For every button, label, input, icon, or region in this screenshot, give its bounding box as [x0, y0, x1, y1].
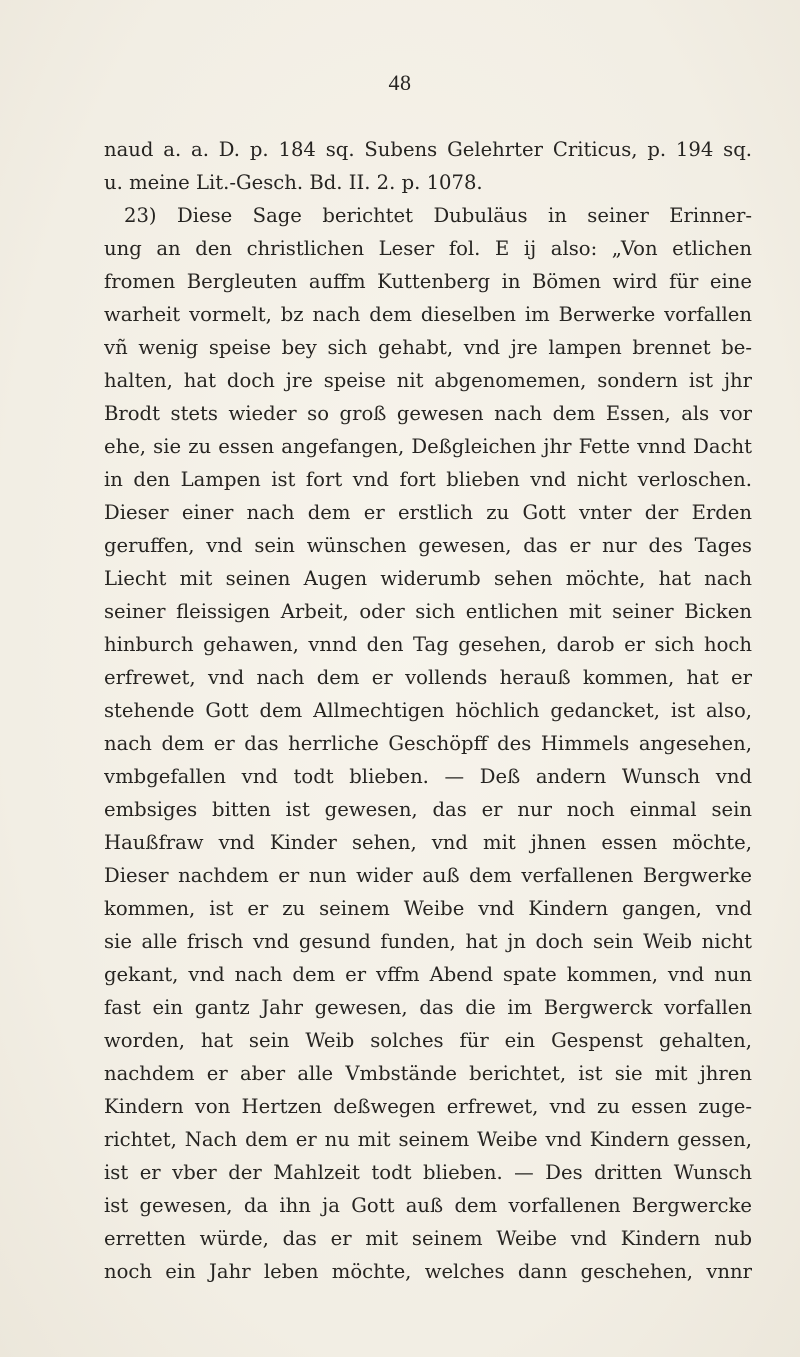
text-line: in den Lampen ist fort vnd fort blieben vnd nicht verloschen.: [104, 468, 752, 491]
text-line: geruffen, vnd sein wünschen gewesen, das er nur des Tages: [104, 534, 752, 557]
text-line: Brodt stets wieder so groß gewesen nach dem Essen, als vor: [104, 402, 752, 425]
text-line: Haußfraw vnd Kinder sehen, vnd mit jhnen essen möchte,: [104, 831, 752, 854]
text-line: halten, hat doch jre speise nit abgenomemen, sondern ist jhr: [104, 369, 752, 392]
text-line: Dieser einer nach dem er erstlich zu Gott vnter der Erden: [104, 501, 752, 524]
text-line: Liecht mit seinen Augen widerumb sehen möchte, hat nach: [104, 567, 752, 590]
text-line: hinburch gehawen, vnnd den Tag gesehen, darob er sich hoch: [104, 633, 752, 656]
text-line: kommen, ist er zu seinem Weibe vnd Kindern gangen, vnd: [104, 897, 752, 920]
text-line: stehende Gott dem Allmechtigen höchlich gedancket, ist also,: [104, 699, 752, 722]
text-line: embsiges bitten ist gewesen, das er nur noch einmal sein: [104, 798, 752, 821]
text-line: sie alle frisch vnd gesund funden, hat jn doch sein Weib nicht: [104, 930, 752, 953]
body-text: [104, 133, 752, 1288]
text-line: richtet, Nach dem er nu mit seinem Weibe vnd Kindern gessen,: [104, 1128, 752, 1151]
text-line: erretten würde, das er mit seinem Weibe vnd Kindern nub: [104, 1227, 752, 1250]
text-line: Dieser nachdem er nun wider auß dem verfallenen Bergwerke: [104, 864, 752, 887]
page-number: 48: [388, 70, 412, 95]
text-line: noch ein Jahr leben möchte, welches dann geschehen, vnnr: [104, 1260, 752, 1283]
text-line: ist er vber der Mahlzeit todt blieben. — Des dritten Wunsch: [104, 1161, 752, 1184]
text-line: Kindern von Hertzen deßwegen erfrewet, vnd zu essen zuge-: [104, 1095, 752, 1118]
text-line: gekant, vnd nach dem er vffm Abend spate kommen, vnd nun: [104, 963, 752, 986]
text-line: ung an den christlichen Leser fol. E ij also: „Von etlichen: [104, 237, 752, 260]
text-line: u. meine Lit.-Gesch. Bd. II. 2. p. 1078.: [104, 171, 483, 194]
text-line: erfrewet, vnd nach dem er vollends herauß kommen, hat er: [104, 666, 752, 689]
text-line: vmbgefallen vnd todt blieben. — Deß andern Wunsch vnd: [104, 765, 752, 788]
text-line: fast ein gantz Jahr gewesen, das die im Bergwerck vorfallen: [104, 996, 752, 1019]
text-line: warheit vormelt, bz nach dem dieselben im Berwerke vorfallen: [104, 303, 752, 326]
text-line: naud a. a. D. p. 184 sq. Subens Gelehrter Criticus, p. 194 sq.: [104, 138, 752, 161]
text-line: nachdem er aber alle Vmbstände berichtet, ist sie mit jhren: [104, 1062, 752, 1085]
text-line: fromen Bergleuten auffm Kuttenberg in Bömen wird für eine: [104, 270, 752, 293]
text-line: nach dem er das herrliche Geschöpff des Himmels angesehen,: [104, 732, 752, 755]
text-line: 23) Diese Sage berichtet Dubuläus in seiner Erinner-: [124, 204, 752, 227]
text-line: ist gewesen, da ihn ja Gott auß dem vorfallenen Bergwercke: [104, 1194, 752, 1217]
text-line: worden, hat sein Weib solches für ein Gespenst gehalten,: [104, 1029, 752, 1052]
text-line: seiner fleissigen Arbeit, oder sich entlichen mit seiner Bicken: [104, 600, 752, 623]
text-line: vñ wenig speise bey sich gehabt, vnd jre lampen brennet be-: [104, 336, 752, 359]
text-line: ehe, sie zu essen angefangen, Deßgleichen jhr Fette vnnd Dacht: [104, 435, 752, 458]
